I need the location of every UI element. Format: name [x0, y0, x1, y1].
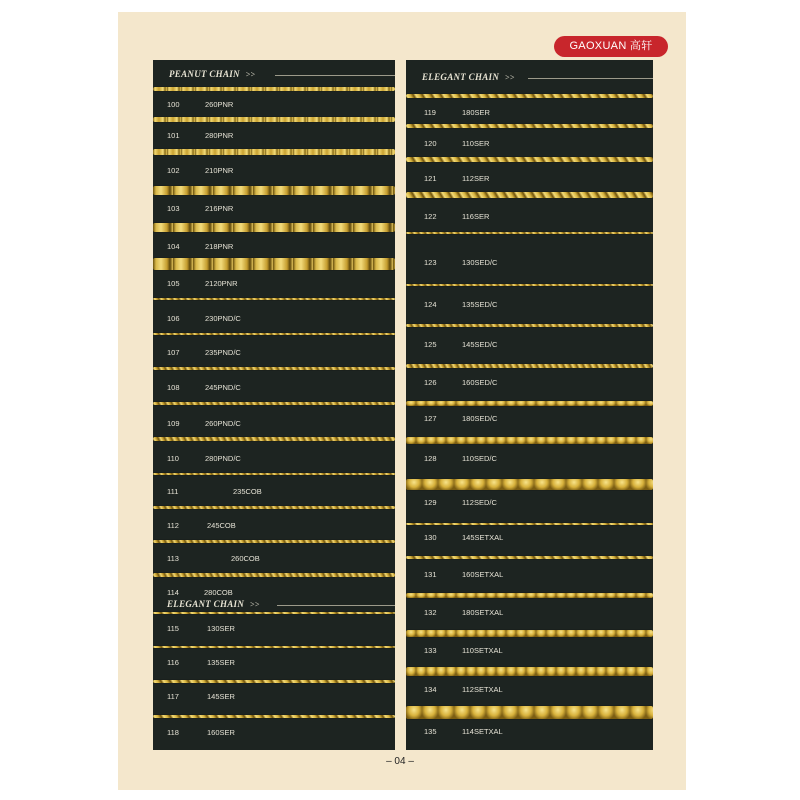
product-code: 121 [424, 174, 437, 183]
chain-sample-105 [153, 258, 395, 270]
product-code: 113 [167, 554, 179, 563]
product-code: 125 [424, 340, 437, 349]
product-code: 119 [424, 108, 436, 117]
product-name: 260COB [231, 554, 260, 563]
product-name: 180SETXAL [462, 608, 504, 617]
chain-sample-110 [153, 437, 395, 441]
left-catalog-panel [153, 60, 395, 750]
product-code: 107 [167, 348, 180, 357]
product-name: 112SER [462, 174, 490, 183]
product-name: 114SETXAL [462, 727, 503, 736]
section-title-elegant-chain [167, 599, 260, 609]
chain-sample-123 [406, 232, 653, 234]
product-code: 104 [167, 242, 180, 251]
product-name: 280PND/C [205, 454, 241, 463]
product-code: 100 [167, 100, 180, 109]
chain-sample-124 [406, 284, 653, 286]
chain-sample-107 [153, 333, 395, 335]
product-code: 134 [424, 685, 437, 694]
product-name: 160SETXAL [462, 570, 504, 579]
chain-sample-122 [406, 192, 653, 198]
chain-sample-120 [406, 124, 653, 128]
product-name: 145SETXAL [462, 533, 504, 542]
chain-sample-119 [406, 94, 653, 98]
product-name: 130SER [207, 624, 235, 633]
section-arrow: >> [505, 73, 515, 82]
product-code: 132 [424, 608, 437, 617]
product-name: 110SER [462, 139, 490, 148]
product-name: 110SED/C [462, 454, 497, 463]
right-catalog-panel [406, 60, 653, 750]
chain-sample-102 [153, 149, 395, 155]
section-arrow: >> [250, 600, 260, 609]
product-code: 106 [167, 314, 180, 323]
product-code: 117 [167, 692, 179, 701]
product-code: 116 [167, 658, 179, 667]
product-name: 180SER [462, 108, 490, 117]
product-code: 105 [167, 279, 180, 288]
product-code: 109 [167, 419, 180, 428]
chain-sample-109 [153, 402, 395, 405]
product-code: 127 [424, 414, 437, 423]
chain-sample-127 [406, 401, 653, 406]
section-divider [277, 605, 395, 606]
product-code: 122 [424, 212, 437, 221]
product-code: 114 [167, 588, 179, 597]
chain-sample-104 [153, 223, 395, 232]
product-name: 160SED/C [462, 378, 498, 387]
product-code: 115 [167, 624, 179, 633]
chain-sample-135 [406, 706, 653, 719]
chain-sample-128 [406, 437, 653, 444]
chain-sample-125 [406, 324, 653, 327]
chain-sample-126 [406, 364, 653, 368]
chain-sample-111 [153, 473, 395, 475]
product-name: 116SER [462, 212, 490, 221]
product-name: 245PND/C [205, 383, 241, 392]
chain-sample-103 [153, 186, 395, 195]
product-name: 235PND/C [205, 348, 241, 357]
product-name: 280COB [204, 588, 233, 597]
product-code: 101 [167, 131, 180, 140]
product-code: 130 [424, 533, 437, 542]
product-code: 124 [424, 300, 437, 309]
chain-sample-118 [153, 715, 395, 718]
chain-sample-100 [153, 87, 395, 91]
product-code: 135 [424, 727, 437, 736]
chain-sample-133 [406, 630, 653, 637]
product-name: 235COB [233, 487, 262, 496]
product-name: 230PND/C [205, 314, 241, 323]
chain-sample-131 [406, 556, 653, 559]
product-code: 128 [424, 454, 437, 463]
section-divider [275, 75, 395, 76]
chain-sample-113 [153, 540, 395, 543]
section-title-peanut-chain [169, 69, 255, 79]
chain-sample-132 [406, 593, 653, 598]
product-name: 112SETXAL [462, 685, 503, 694]
product-name: 180SED/C [462, 414, 498, 423]
product-code: 133 [424, 646, 437, 655]
product-name: 145SER [207, 692, 235, 701]
section-title-elegant-chain [422, 72, 515, 82]
product-name: 135SED/C [462, 300, 498, 309]
product-name: 110SETXAL [462, 646, 503, 655]
product-code: 103 [167, 204, 180, 213]
chain-sample-108 [153, 367, 395, 370]
product-name: 135SER [207, 658, 235, 667]
product-code: 129 [424, 498, 437, 507]
product-name: 218PNR [205, 242, 234, 251]
product-name: 245COB [207, 521, 236, 530]
page-number: – 04 – [386, 756, 414, 767]
product-name: 160SER [207, 728, 235, 737]
chain-sample-134 [406, 667, 653, 676]
brand-badge: GAOXUAN 高轩 [554, 36, 668, 57]
chain-sample-114 [153, 573, 395, 577]
product-code: 112 [167, 521, 179, 530]
chain-sample-129 [406, 479, 653, 490]
chain-sample-117 [153, 680, 395, 683]
product-name: 216PNR [205, 204, 234, 213]
product-code: 102 [167, 166, 180, 175]
product-code: 126 [424, 378, 437, 387]
product-name: 130SED/C [462, 258, 498, 267]
product-code: 123 [424, 258, 437, 267]
section-title-text: ELEGANT CHAIN [167, 599, 245, 609]
chain-sample-112 [153, 506, 395, 509]
product-code: 108 [167, 383, 180, 392]
product-name: 260PND/C [205, 419, 241, 428]
chain-sample-116 [153, 646, 395, 648]
product-name: 280PNR [205, 131, 234, 140]
product-name: 210PNR [205, 166, 234, 175]
section-arrow: >> [245, 70, 256, 79]
chain-sample-101 [153, 117, 395, 122]
product-name: 112SED/C [462, 498, 497, 507]
product-name: 260PNR [205, 100, 234, 109]
chain-sample-115 [153, 612, 395, 614]
product-code: 110 [167, 454, 179, 463]
section-title-text: ELEGANT CHAIN [422, 72, 500, 82]
product-code: 118 [167, 728, 179, 737]
section-divider [528, 78, 653, 79]
product-code: 111 [167, 487, 179, 496]
product-code: 131 [424, 570, 437, 579]
section-title-text: PEANUT CHAIN [169, 69, 240, 79]
chain-sample-121 [406, 157, 653, 162]
product-name: 145SED/C [462, 340, 498, 349]
chain-sample-106 [153, 298, 395, 300]
product-name: 2120PNR [205, 279, 238, 288]
chain-sample-130 [406, 523, 653, 525]
product-code: 120 [424, 139, 437, 148]
